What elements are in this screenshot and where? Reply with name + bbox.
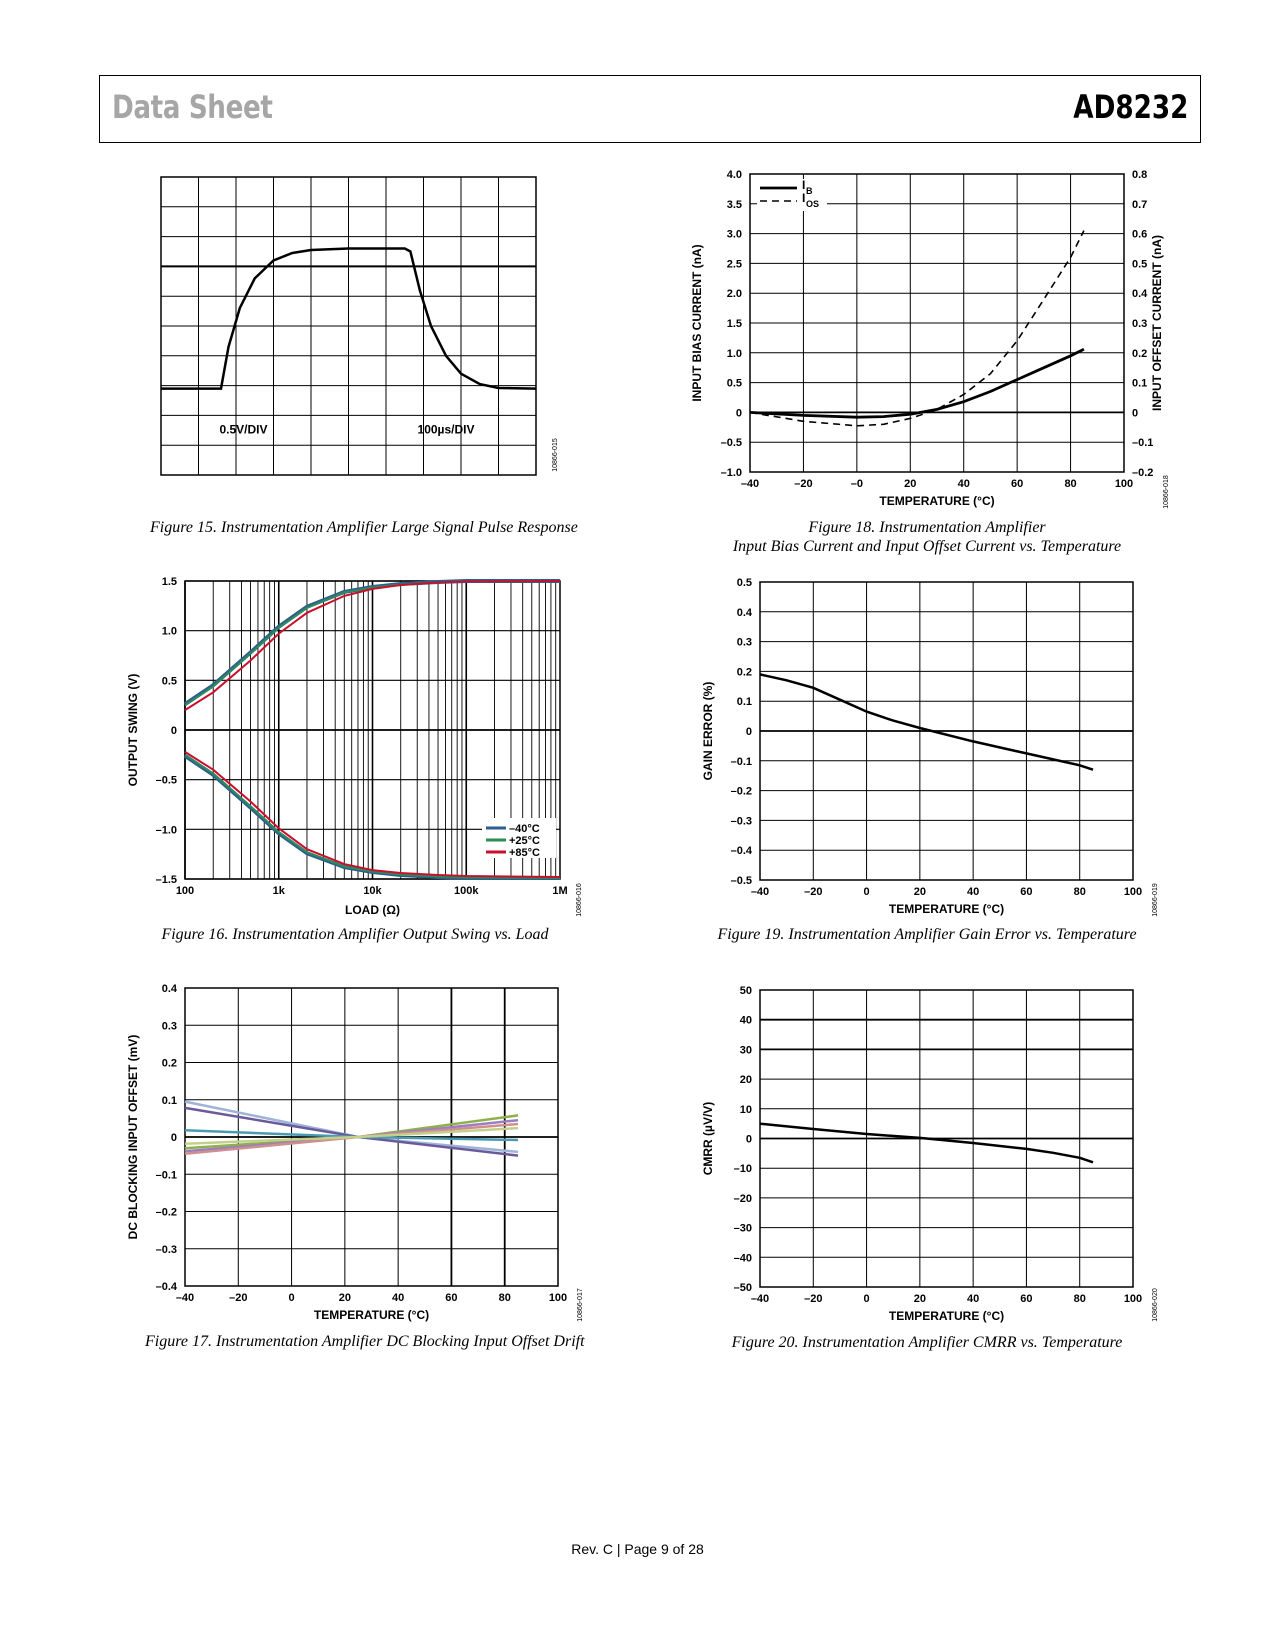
fig18-series-b	[750, 349, 1084, 417]
fig18-y2tick-label: 0.6	[1132, 228, 1148, 241]
fig17-xtick-label: 0	[288, 1292, 295, 1304]
caption-fig19: Figure 19. Instrumentation Amplifier Gain Error vs. Temperature	[717, 926, 1137, 943]
fig17-ytick-label: 0.1	[161, 1094, 177, 1107]
fig17-ytick-label: –0.2	[155, 1206, 177, 1219]
fig17-xtick-label: 20	[338, 1292, 351, 1304]
fig17-ytick-label: 0.4	[161, 983, 177, 995]
fig20-xtick-label: 40	[967, 1293, 980, 1305]
fig18-xtick-label: –0	[850, 478, 863, 490]
fig16-figure-code: 10866-016	[576, 883, 583, 917]
fig18-legend-label-b: I	[802, 178, 806, 192]
fig18-y2tick-label: 0.7	[1132, 198, 1148, 211]
fig20-ytick-label: –30	[733, 1222, 752, 1235]
fig19-ytick-label: 0.5	[736, 577, 752, 589]
fig16-xtick-label: 1M	[552, 885, 568, 897]
fig17-ytick-label: –0.4	[155, 1281, 177, 1293]
fig18-xlabel: TEMPERATURE (°C)	[879, 494, 995, 508]
fig20-ytick-label: –10	[733, 1163, 752, 1176]
fig18-ytick-label: 0.5	[726, 377, 742, 390]
fig18-xtick-label: 60	[1011, 478, 1024, 490]
fig16-legend-label: –40°C	[509, 823, 540, 835]
fig16-ytick-label: 0	[170, 725, 177, 737]
fig20-xtick-label: –40	[750, 1293, 770, 1305]
fig15-annotation-tdiv: 100µs/DIV	[417, 422, 475, 437]
fig17-ylabel: DC BLOCKING INPUT OFFSET (mV)	[126, 1034, 140, 1240]
fig18-ytick-label: –0.5	[720, 437, 742, 450]
fig16-ytick-label: 1.0	[161, 625, 177, 638]
fig19-xtick-label: –20	[804, 886, 823, 898]
fig20-xtick-label: 80	[1073, 1293, 1086, 1305]
caption-fig18-line2: Input Bias Current and Input Offset Current vs. Temperature	[732, 538, 1122, 555]
fig20-ytick-label: 50	[739, 985, 752, 997]
fig18-ytick-label: 1.5	[726, 318, 742, 330]
fig19-figure-code: 10866-019	[1152, 883, 1159, 917]
fig18-xtick-label: 40	[957, 478, 970, 490]
fig20-xlabel: TEMPERATURE (°C)	[888, 1309, 1005, 1323]
fig16-ytick-label: 1.5	[161, 576, 177, 588]
fig17-ytick-label: –0.1	[155, 1169, 177, 1182]
fig18-y2tick-label: 0.8	[1132, 169, 1148, 181]
caption-fig15: Figure 15. Instrumentation Amplifier Large Signal Pulse Response	[150, 519, 578, 536]
fig19-ytick-label: –0.2	[730, 785, 752, 798]
fig18-legend-subscript-os: OS	[806, 199, 820, 209]
fig16-xlabel: LOAD (Ω)	[345, 903, 400, 917]
fig18-y2tick-label: 0.5	[1132, 258, 1148, 271]
fig20-xtick-label: 100	[1123, 1293, 1143, 1305]
fig17-ytick-label: –0.3	[155, 1243, 177, 1256]
fig20-ytick-label: –40	[733, 1252, 752, 1265]
fig20-xtick-label: 60	[1020, 1293, 1033, 1305]
fig16-xtick-label: 100	[175, 885, 195, 897]
fig19-xtick-label: 80	[1073, 886, 1086, 898]
fig19-ytick-label: –0.4	[730, 845, 752, 858]
fig17-xtick-label: –20	[229, 1292, 248, 1304]
fig19-xtick-label: 20	[913, 886, 926, 898]
fig20-figure-code: 10866-020	[1152, 1288, 1159, 1322]
fig17-ytick-label: 0.2	[161, 1057, 177, 1070]
fig17-figure-code: 10866-017	[577, 1288, 584, 1322]
fig20-ylabel: CMRR (µV/V)	[701, 1101, 715, 1176]
fig15-figure-code: 10866-015	[552, 438, 559, 472]
fig20-xtick-label: –20	[804, 1293, 823, 1305]
fig18-ytick-label: 2.0	[726, 288, 742, 301]
fig19-series-line	[760, 674, 1093, 769]
fig18-ytick-label: 3.5	[726, 198, 742, 211]
fig18-ytick-label: 4.0	[726, 169, 742, 181]
fig17-ytick-label: 0	[170, 1132, 177, 1144]
fig19-ytick-label: 0.1	[736, 696, 752, 709]
header-part-number: AD8232	[1072, 88, 1188, 126]
fig16-xtick-label: 1k	[272, 885, 285, 897]
fig18-xtick-label: 100	[1114, 478, 1134, 490]
fig15-annotation-vdiv: 0.5V/DIV	[219, 422, 268, 437]
fig18-y2tick-label: 0.2	[1132, 347, 1148, 360]
fig19-xtick-label: 40	[967, 886, 980, 898]
fig20-ytick-label: –20	[733, 1192, 752, 1205]
fig19-ytick-label: –0.3	[730, 815, 752, 828]
fig20-ytick-label: 0	[745, 1133, 752, 1146]
fig18-xtick-label: 20	[904, 478, 917, 490]
fig19-ytick-label: –0.5	[730, 875, 752, 887]
fig18-ylabel: INPUT BIAS CURRENT (nA)	[690, 244, 704, 402]
fig18-ytick-label: 1.0	[726, 347, 742, 360]
fig19-xlabel: TEMPERATURE (°C)	[888, 902, 1005, 916]
fig17-xtick-label: –40	[175, 1292, 195, 1304]
fig19-ytick-label: 0.3	[736, 636, 752, 649]
fig20-series-line	[760, 1124, 1093, 1163]
fig16-ylabel: OUTPUT SWING (V)	[126, 673, 140, 787]
fig18-y2tick-label: –0.1	[1132, 437, 1154, 450]
fig18-y2tick-label: –0.2	[1132, 467, 1154, 479]
caption-fig20: Figure 20. Instrumentation Amplifier CMRR vs. Temperature	[731, 1334, 1123, 1351]
fig19-xtick-label: 0	[863, 886, 870, 898]
caption-fig18-line1: Figure 18. Instrumentation Amplifier	[808, 519, 1046, 536]
header-section-title: Data Sheet	[112, 88, 273, 126]
fig20-ytick-label: 20	[739, 1074, 752, 1087]
fig18-legend-subscript-b: B	[806, 186, 813, 196]
fig17-xtick-label: 60	[445, 1292, 458, 1304]
fig18-y2tick-label: 0.3	[1132, 318, 1148, 330]
fig17-xtick-label: 80	[498, 1292, 511, 1304]
fig17-ytick-label: 0.3	[161, 1020, 177, 1033]
fig16-ytick-label: 0.5	[161, 675, 177, 688]
fig19-ytick-label: 0.2	[736, 666, 752, 679]
fig16-legend-label: +25°C	[509, 835, 541, 847]
fig16-legend-label: +85°C	[509, 847, 541, 859]
caption-fig16: Figure 16. Instrumentation Amplifier Output Swing vs. Load	[161, 926, 549, 943]
fig18-series-os	[750, 231, 1084, 426]
fig17-xlabel: TEMPERATURE (°C)	[313, 1308, 430, 1322]
fig18-xtick-label: 80	[1064, 478, 1077, 490]
fig20-ytick-label: –50	[733, 1282, 752, 1294]
fig19-xtick-label: 60	[1020, 886, 1033, 898]
fig18-ytick-label: 0	[735, 407, 742, 420]
fig18-xtick-label: –20	[794, 478, 813, 490]
fig18-legend-label-os: I	[802, 191, 806, 205]
fig18-ytick-label: 2.5	[726, 258, 742, 271]
fig20-ytick-label: 30	[739, 1044, 752, 1057]
fig17-xtick-label: 100	[548, 1292, 568, 1304]
fig18-y2tick-label: 0.1	[1132, 377, 1148, 390]
caption-fig17: Figure 17. Instrumentation Amplifier DC Blocking Input Offset Drift	[145, 1333, 585, 1350]
fig20-ytick-label: 10	[739, 1103, 752, 1116]
fig19-xtick-label: –40	[750, 886, 770, 898]
fig18-y2label: INPUT OFFSET CURRENT (nA)	[1150, 235, 1164, 411]
fig16-ytick-label: –1.5	[155, 874, 177, 886]
fig16-xtick-label: 100k	[454, 885, 479, 897]
fig18-ytick-label: 3.0	[726, 228, 742, 241]
fig20-ytick-label: 40	[739, 1014, 752, 1027]
fig17-xtick-label: 40	[392, 1292, 405, 1304]
fig19-ylabel: GAIN ERROR (%)	[701, 681, 715, 781]
fig18-xtick-label: –40	[740, 478, 760, 490]
fig18-y2tick-label: 0	[1132, 407, 1139, 420]
fig18-figure-code: 10866-018	[1163, 475, 1170, 509]
fig19-ytick-label: 0	[745, 726, 752, 738]
fig20-xtick-label: 20	[913, 1293, 926, 1305]
page-footer: Rev. C | Page 9 of 28	[571, 1541, 704, 1557]
fig16-ytick-label: –0.5	[155, 774, 177, 787]
fig20-xtick-label: 0	[863, 1293, 870, 1305]
fig18-y2tick-label: 0.4	[1132, 288, 1148, 301]
fig16-xtick-label: 10k	[363, 885, 382, 897]
fig19-ytick-label: 0.4	[736, 606, 752, 619]
fig18-ytick-label: –1.0	[720, 467, 742, 479]
fig19-ytick-label: –0.1	[730, 755, 752, 768]
fig19-xtick-label: 100	[1123, 886, 1143, 898]
fig16-ytick-label: –1.0	[155, 824, 177, 837]
